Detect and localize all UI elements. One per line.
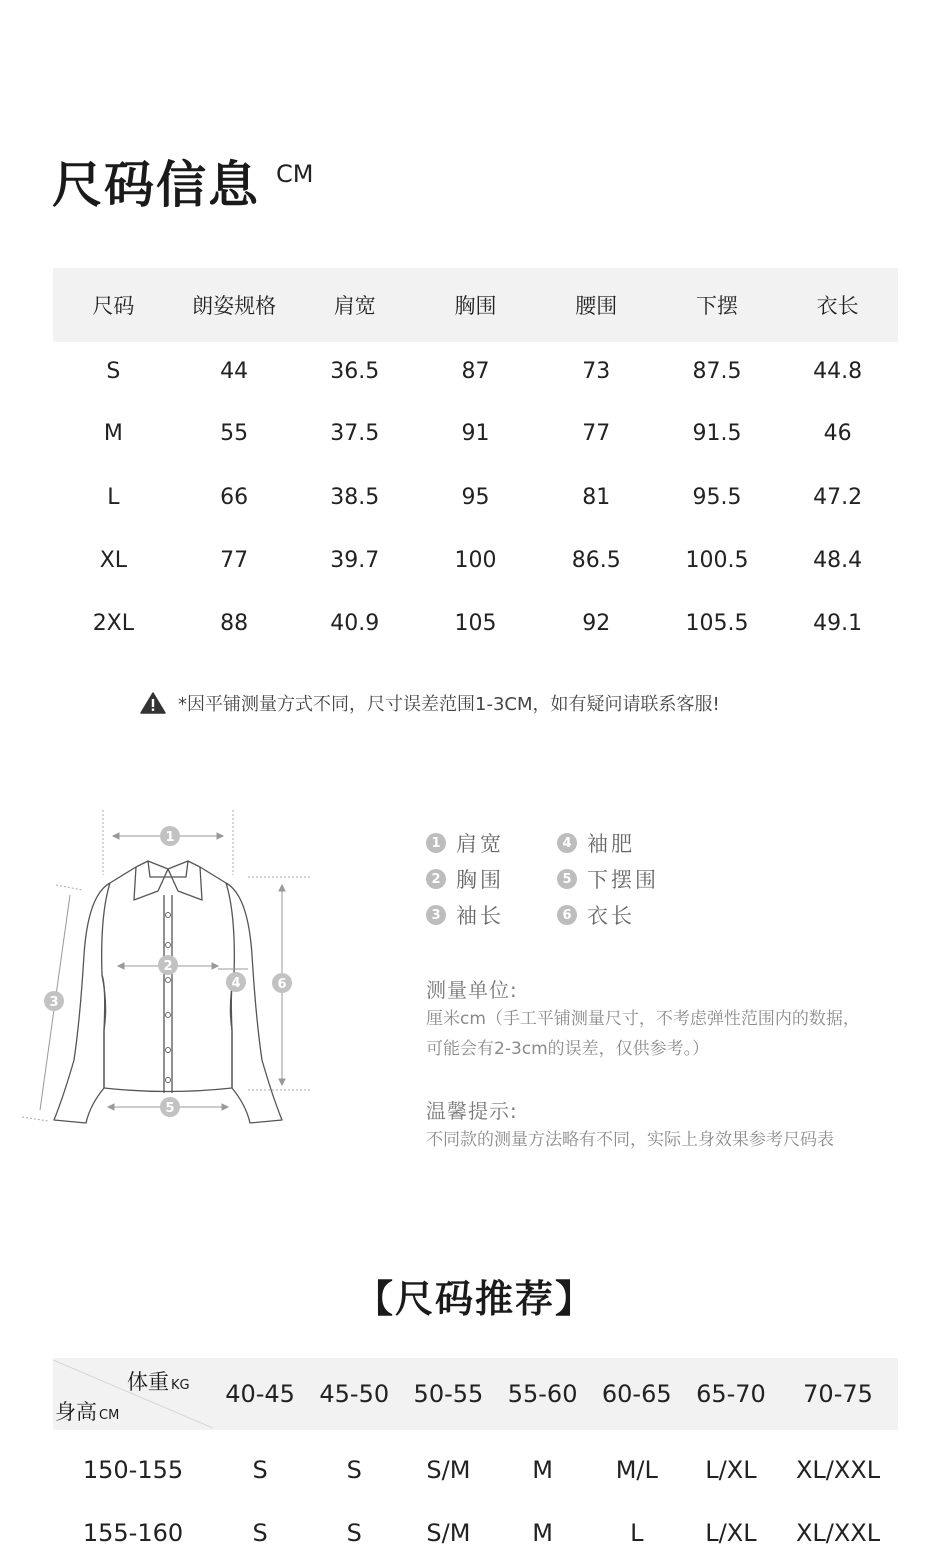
shirt-measurement-diagram	[18, 805, 318, 1130]
table-cell: 88	[220, 611, 249, 636]
table-cell: 87	[461, 358, 490, 384]
height-range: 150-155	[82, 1455, 184, 1484]
table-cell: 46	[823, 421, 852, 446]
marker-5: 5	[165, 1101, 175, 1116]
height-header	[55, 1396, 119, 1426]
header-chest: 胸围	[454, 294, 497, 318]
table-cell: M	[103, 421, 123, 446]
table-cell: S	[346, 1518, 362, 1547]
marker-3: 3	[49, 995, 59, 1010]
table-cell: XL/XXL	[795, 1455, 881, 1484]
table-cell: XL	[99, 548, 128, 573]
legend-label: 肩宽	[456, 832, 504, 856]
weight-range: 40-45	[225, 1380, 295, 1408]
table-row	[53, 400, 898, 467]
table-cell: 40.9	[330, 611, 380, 636]
table-row	[53, 342, 898, 400]
measure-unit-line: 可能会有2-3cm的误差，仅供参考。）	[426, 1039, 710, 1059]
legend-label: 下摆围	[587, 868, 659, 892]
table-cell: 44	[220, 358, 249, 384]
table-cell: M	[532, 1455, 553, 1484]
table-cell: S	[252, 1518, 268, 1547]
page-title: 尺码信息	[52, 156, 260, 214]
warning-icon	[140, 692, 166, 714]
height-label: 身高	[55, 1400, 97, 1424]
table-cell: 91.5	[692, 421, 742, 446]
table-row	[53, 1501, 898, 1564]
table-cell: 95	[461, 485, 490, 510]
marker-4: 4	[231, 976, 241, 991]
legend-item	[426, 900, 504, 930]
weight-range: 60-65	[601, 1380, 672, 1408]
legend-number: 6	[557, 905, 577, 925]
size-recommend-table	[53, 1358, 898, 1564]
table-cell: 55	[220, 421, 249, 446]
header-length: 衣长	[816, 294, 859, 318]
size-table	[53, 268, 898, 654]
table-cell: 86.5	[571, 548, 621, 573]
legend-number: 2	[426, 869, 446, 889]
table-cell: 87.5	[692, 358, 742, 384]
header-size: 尺码	[92, 294, 135, 318]
table-cell: 38.5	[330, 485, 380, 510]
legend-number: 4	[557, 833, 577, 853]
legend-item	[426, 864, 504, 894]
weight-unit: KG	[171, 1378, 190, 1393]
table-cell: 81	[582, 485, 611, 510]
table-cell: 105.5	[685, 611, 749, 636]
table-cell: 100.5	[685, 548, 749, 573]
measure-unit-heading: 测量单位:	[426, 978, 518, 1002]
table-cell: L	[107, 485, 120, 510]
table-cell: S	[346, 1455, 362, 1484]
table-cell: S	[106, 358, 121, 384]
measure-unit-text	[426, 1004, 931, 1064]
table-row	[53, 528, 898, 593]
weight-range: 55-60	[507, 1380, 578, 1408]
table-cell: L/XL	[705, 1455, 757, 1484]
table-cell: 100	[454, 548, 497, 573]
legend-number: 1	[426, 833, 446, 853]
table-cell: M/L	[615, 1455, 658, 1484]
weight-range: 45-50	[319, 1380, 390, 1408]
table-cell: 73	[582, 358, 611, 384]
tips-text: 不同款的测量方法略有不同，实际上身效果参考尺码表	[426, 1130, 834, 1150]
marker-2: 2	[163, 959, 173, 974]
header-waist: 腰围	[575, 294, 618, 318]
table-cell: 36.5	[330, 358, 380, 384]
table-cell: S	[252, 1455, 268, 1484]
header-hem: 下摆	[695, 294, 738, 318]
height-range: 155-160	[82, 1518, 184, 1547]
table-cell: 91	[461, 421, 490, 446]
weight-range: 50-55	[413, 1380, 484, 1408]
legend-item	[426, 828, 504, 858]
note-text: *因平铺测量方式不同，尺寸误差范围1-3CM，如有疑问请联系客服!	[178, 694, 720, 715]
weight-range: 65-70	[696, 1380, 766, 1408]
table-row	[53, 1438, 898, 1501]
table-cell: 48.4	[813, 548, 863, 573]
table-cell: 2XL	[92, 611, 135, 636]
table-cell: 77	[220, 548, 249, 573]
tips-heading: 温馨提示:	[426, 1099, 518, 1123]
table-cell: 39.7	[330, 548, 380, 573]
size-table-header	[53, 268, 898, 342]
table-cell: 37.5	[330, 421, 380, 446]
recommend-title: 【尺码推荐】	[354, 1277, 595, 1321]
legend-label: 衣长	[587, 904, 635, 928]
weight-label: 体重	[127, 1370, 169, 1394]
legend-label: 胸围	[456, 868, 504, 892]
table-cell: S/M	[426, 1518, 471, 1547]
table-row	[53, 467, 898, 528]
table-cell: 105	[454, 611, 497, 636]
measure-unit-line: 厘米cm（手工平铺测量尺寸，不考虑弹性范围内的数据，	[426, 1009, 860, 1029]
table-cell: 47.2	[813, 485, 863, 510]
header-shoulder: 肩宽	[333, 294, 376, 318]
table-row	[53, 593, 898, 654]
legend-item	[557, 900, 635, 930]
table-cell: 44.8	[813, 358, 863, 384]
height-unit: CM	[99, 1408, 120, 1423]
marker-1: 1	[165, 830, 175, 845]
legend-label: 袖长	[456, 904, 504, 928]
table-cell: 77	[582, 421, 611, 446]
recommend-table-header	[53, 1358, 898, 1430]
table-cell: S/M	[426, 1455, 471, 1484]
legend-item	[557, 864, 659, 894]
table-cell: L/XL	[705, 1518, 757, 1547]
table-cell: L	[630, 1518, 644, 1547]
legend-item	[557, 828, 635, 858]
title-unit: CM	[276, 160, 314, 188]
header-corner-cell	[53, 1358, 213, 1430]
table-cell: 66	[220, 485, 249, 510]
weight-range: 70-75	[803, 1380, 873, 1408]
weight-header	[127, 1366, 190, 1396]
table-cell: M	[532, 1518, 553, 1547]
table-cell: 92	[582, 611, 611, 636]
legend-number: 5	[557, 869, 577, 889]
legend-label: 袖肥	[587, 832, 635, 856]
table-cell: XL/XXL	[795, 1518, 881, 1547]
legend-number: 3	[426, 905, 446, 925]
table-cell: 49.1	[813, 611, 863, 636]
measurement-note	[140, 690, 720, 716]
table-cell: 95.5	[692, 485, 742, 510]
shirt-buttons	[166, 913, 171, 1083]
shirt-outline	[54, 861, 282, 1123]
marker-6: 6	[277, 977, 287, 992]
header-spec: 朗姿规格	[192, 294, 277, 318]
